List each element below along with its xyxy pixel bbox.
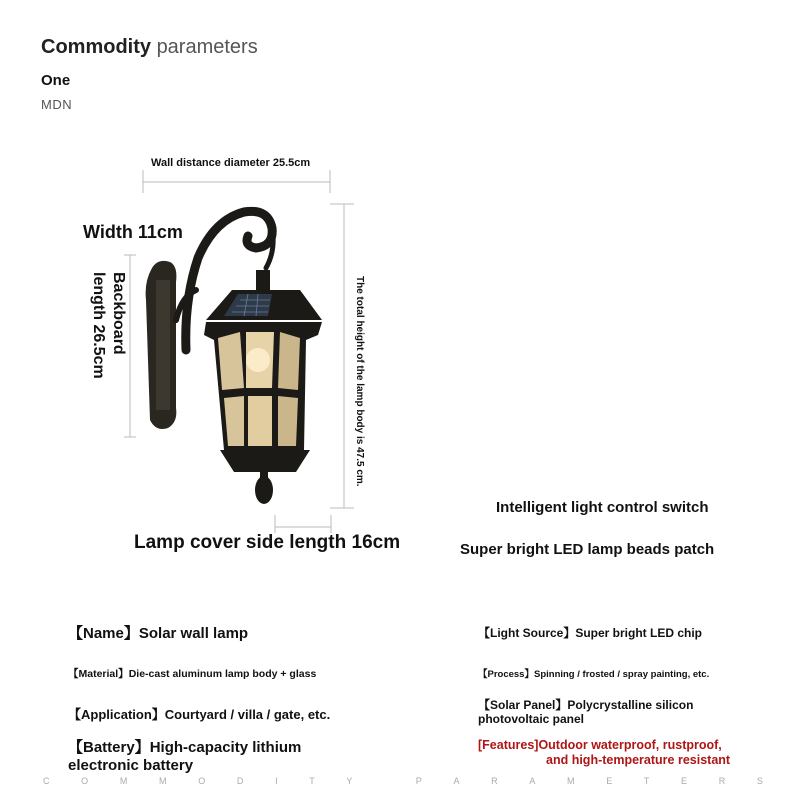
spec-process-key: 【Process】 (478, 669, 534, 680)
footer-letter: O (198, 776, 206, 786)
light-control-feature: Intelligent light control switch (496, 499, 709, 516)
spec-light-source (478, 624, 702, 641)
spec-features-value-1: Outdoor waterproof, rustproof, (538, 738, 722, 752)
footer-letter: R (491, 776, 498, 786)
subtitle-mdn: MDN (41, 97, 73, 112)
spec-application (68, 704, 330, 723)
spec-application-key: 【Application】 (68, 707, 165, 722)
spec-name-value: Solar wall lamp (138, 625, 249, 642)
spec-features-key: [Features] (478, 738, 539, 752)
footer-letter: D (236, 776, 244, 786)
spec-material (68, 666, 316, 681)
footer-letter: M (159, 776, 167, 786)
spec-features (478, 738, 730, 768)
subtitle-one: One (41, 72, 71, 89)
spec-light-source-key: 【Light Source】 (478, 626, 576, 640)
footer-letter: I (275, 776, 278, 786)
footer-letter: E (681, 776, 688, 786)
footer-letter: O (81, 776, 89, 786)
width-label: Width 11cm (83, 222, 183, 242)
footer-letter: A (453, 776, 460, 786)
spec-application-value: Courtyard / villa / gate, etc. (164, 707, 331, 722)
spec-features-value-2: and high-temperature resistant (546, 753, 731, 767)
spec-light-source-value: Super bright LED chip (575, 626, 703, 640)
title-bold: Commodity (41, 36, 151, 58)
footer-letter: P (415, 776, 422, 786)
lamp-roof (206, 270, 322, 320)
spec-name-key: 【Name】 (68, 625, 139, 642)
backboard-line1: Backboard (110, 272, 127, 355)
backboard-label (88, 272, 128, 379)
spec-name (68, 622, 248, 643)
footer-letter: T (643, 776, 650, 786)
footer-letter: S (756, 776, 763, 786)
backplate (146, 261, 177, 429)
spec-solar-panel-value-1: Polycrystalline silicon (567, 698, 694, 712)
wall-distance-label: Wall distance diameter 25.5cm (151, 157, 311, 169)
footer-letter: M (567, 776, 575, 786)
footer-letter: Y (346, 776, 353, 786)
footer-letter: A (529, 776, 536, 786)
footer-letter: M (119, 776, 128, 786)
spec-process-value: Spinning / frosted / spray painting, etc. (533, 669, 710, 680)
spec-solar-panel (478, 698, 693, 726)
total-height-label: The total height of the lamp body is 47.5 cm. (354, 276, 365, 487)
lamp-body (204, 322, 322, 504)
lamp-cover-label: Lamp cover side length 16cm (134, 532, 401, 553)
spec-battery-key: 【Battery】 (68, 739, 150, 756)
backboard-line2: length 26.5cm (90, 272, 107, 379)
spec-battery-value-2: electronic battery (68, 757, 194, 774)
spec-material-value: Die-cast aluminum lamp body + glass (128, 668, 317, 680)
spec-material-key: 【Material】 (68, 668, 129, 680)
footer-commodity-parameters (43, 776, 763, 786)
spec-battery-value-1: High-capacity lithium (149, 739, 302, 756)
footer-letter: T (309, 776, 315, 786)
footer-letter: C (43, 776, 50, 786)
spec-process (478, 666, 709, 680)
led-beads-feature: Super bright LED lamp beads patch (460, 541, 715, 558)
title-light: parameters (156, 36, 258, 58)
footer-letter: R (718, 776, 726, 786)
spec-solar-panel-key: 【Solar Panel】 (478, 698, 568, 712)
spec-solar-panel-value-2: photovoltaic panel (478, 712, 585, 726)
spec-battery (68, 739, 301, 775)
footer-letter: E (606, 776, 613, 786)
